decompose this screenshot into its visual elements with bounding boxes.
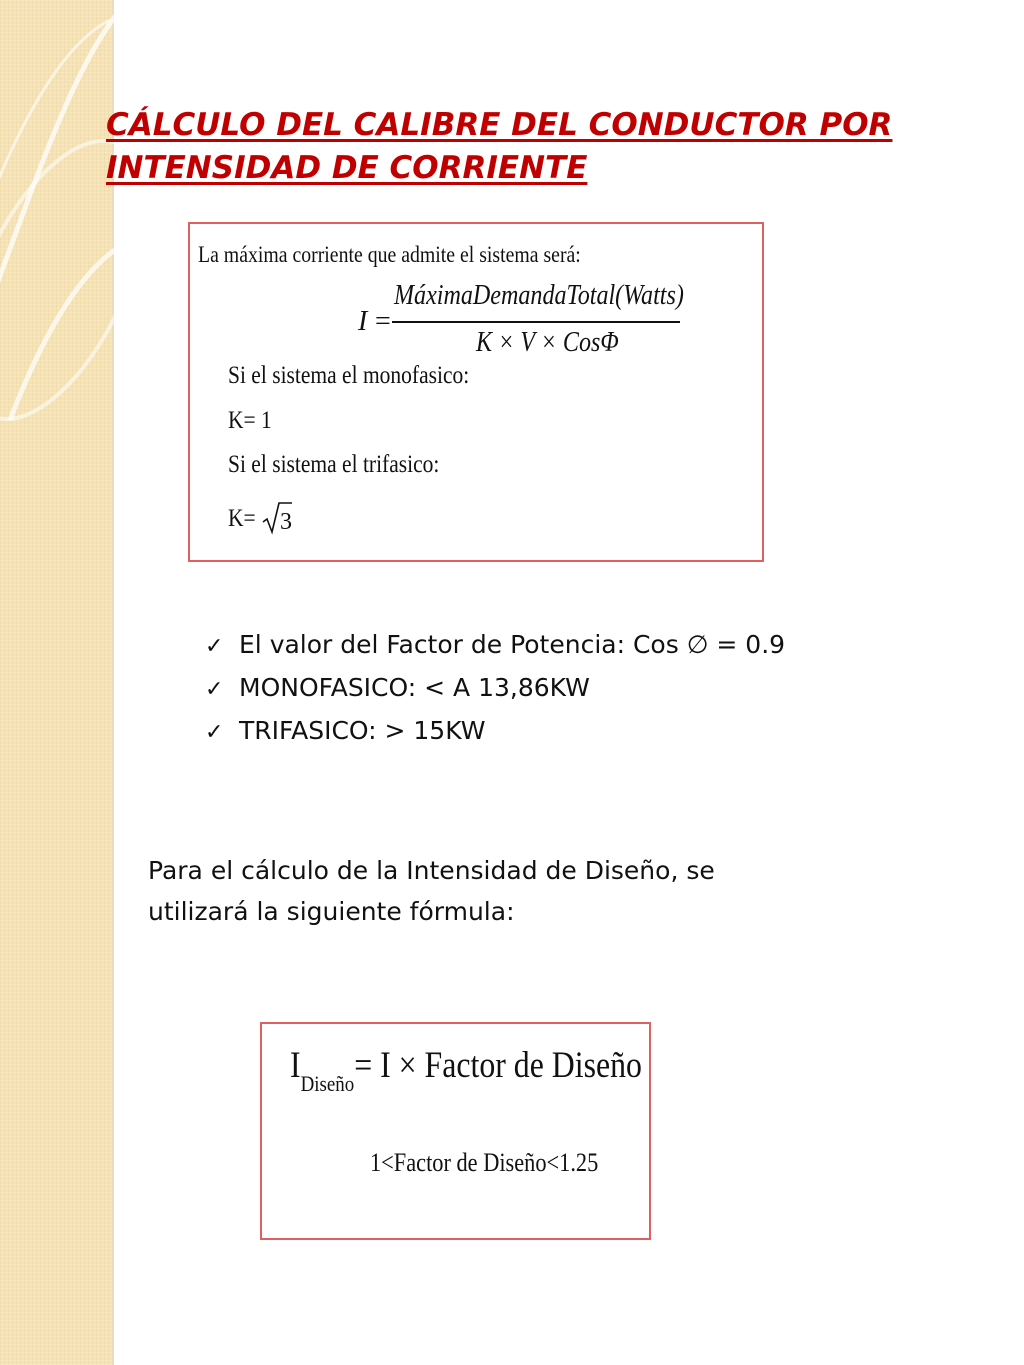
monophasic-label: Si el sistema el monofasico: [228, 362, 470, 389]
design-subscript: Diseño [300, 1071, 355, 1096]
max-current-formula-box [188, 222, 764, 562]
formula-intro: La máxima corriente que admite el sistema será: [198, 242, 581, 267]
design-current-equation: $I_{Diseño}= I$ × Factor de Diseño [290, 1045, 642, 1096]
list-item: ✓ TRIFASICO: > 15KW [205, 710, 785, 753]
square-root-of-three [262, 500, 292, 536]
check-icon: ✓ [205, 634, 224, 659]
list-item: ✓ MONOFASICO: < A 13,86KW [205, 667, 785, 710]
check-icon: ✓ [205, 720, 224, 745]
fraction-line [392, 321, 680, 323]
svg-text:3: 3 [280, 509, 292, 535]
power-factor-list [205, 624, 785, 753]
paragraph-line-1: Para el cálculo de la Intensidad de Diseño, se [148, 856, 715, 885]
check-icon: ✓ [205, 677, 224, 702]
triphasic-k-prefix: K= [228, 505, 256, 532]
design-factor-range: 1<Factor de Diseño<1.25 [370, 1148, 599, 1177]
decorative-swirl [0, 0, 200, 460]
formula-numerator: MáximaDemandaTotal(Watts) [394, 280, 684, 311]
equals-sign: = [375, 306, 391, 337]
design-current-formula-box [260, 1022, 651, 1240]
design-current-paragraph [148, 850, 908, 932]
list-item: ✓ El valor del Factor de Potencia: Cos ∅ = 0.9 [205, 624, 785, 667]
page-title [106, 104, 986, 190]
triphasic-label: Si el sistema el trifasico: [228, 451, 440, 478]
title-line-1: CÁLCULO DEL CALIBRE DEL CONDUCTOR POR [106, 107, 893, 143]
monophasic-k-value: K= 1 [228, 407, 272, 434]
formula-denominator: K × V × CosΦ [476, 327, 619, 358]
current-variable: I [358, 306, 368, 337]
title-line-2: INTENSIDAD DE CORRIENTE [106, 150, 588, 186]
paragraph-line-2: utilizará la siguiente fórmula: [148, 897, 515, 926]
